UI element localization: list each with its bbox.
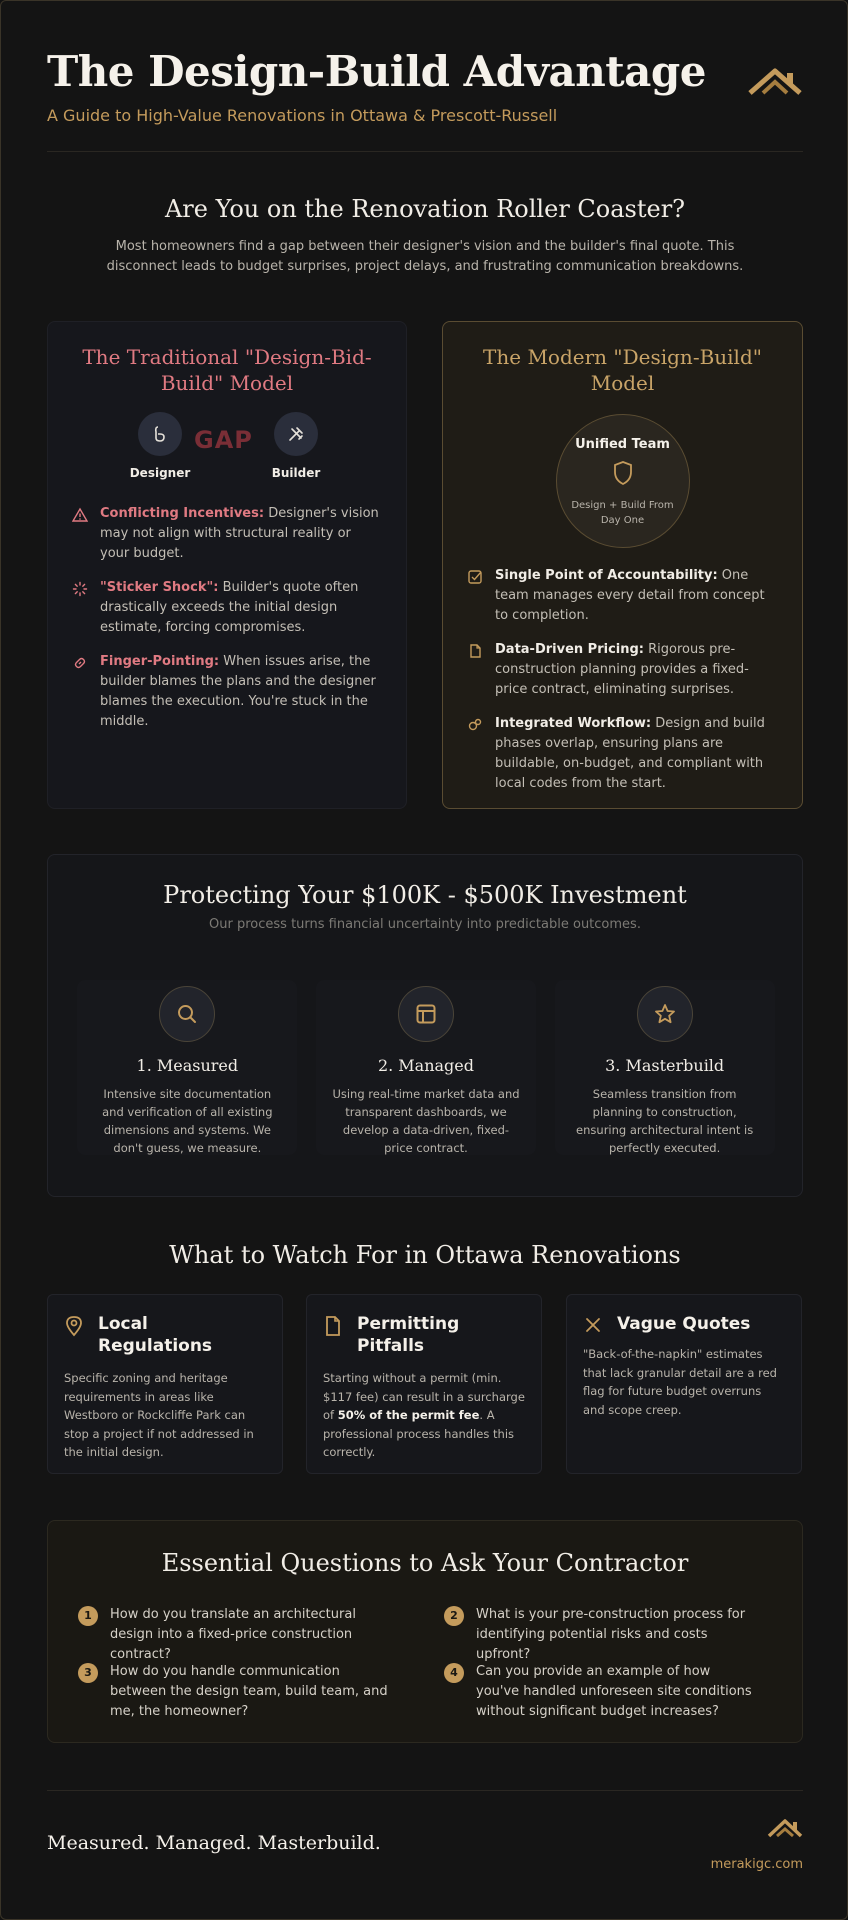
- modern-model-card: [442, 321, 803, 809]
- text-part: . A professional process handles this correctly.: [323, 1408, 515, 1459]
- item-title: Integrated Workflow:: [495, 716, 652, 731]
- investment-heading: Protecting Your $100K - $500K Investment: [163, 881, 687, 909]
- modern-title: The Modern "Design-Build" Model: [483, 345, 762, 395]
- gap-label: GAP: [194, 426, 253, 454]
- question-text: Can you provide an example of how you've handled unforeseen site conditions without significant budget increases?: [476, 1664, 752, 1719]
- designer-icon: [138, 412, 182, 456]
- question-number: 1: [78, 1606, 98, 1626]
- intro-heading: Are You on the Renovation Roller Coaster?: [164, 195, 686, 223]
- watch-title-text: Permitting Pitfalls: [357, 1314, 460, 1356]
- question-item: [78, 1605, 388, 1665]
- item-title: Conflicting Incentives:: [100, 506, 265, 521]
- text-bold: 50% of the permit fee: [337, 1408, 480, 1422]
- designer-label: Designer: [129, 466, 191, 480]
- step-title: 2. Managed: [377, 1056, 475, 1075]
- designer-role: [120, 412, 200, 480]
- item-text: Rigorous pre-construction planning provides a fixed-price contract, eliminating surprises.: [495, 642, 749, 697]
- process-steps: [48, 980, 804, 1155]
- dashboard-icon: [398, 986, 454, 1042]
- watch-title-text: Vague Quotes: [617, 1314, 751, 1334]
- step-managed: [316, 980, 536, 1155]
- watch-heading: What to Watch For in Ottawa Renovations: [169, 1241, 681, 1269]
- watch-card-regulations: [47, 1294, 283, 1474]
- text-part: Starting without a permit (min. $117 fee) can result in a surcharge of: [323, 1371, 525, 1422]
- link-icon: [72, 655, 88, 671]
- step-text: Seamless transition from planning to construction, ensuring architectural intent is perfectly executed.: [576, 1087, 754, 1155]
- traditional-model-card: [47, 321, 407, 809]
- questions-heading: Essential Questions to Ask Your Contractor: [161, 1549, 689, 1577]
- question-text: How do you translate an architectural design into a fixed-price construction contract?: [110, 1607, 356, 1662]
- search-icon: [159, 986, 215, 1042]
- step-measured: [77, 980, 297, 1155]
- investment-section: [47, 854, 803, 1197]
- watch-card-title: [64, 1313, 266, 1357]
- list-item: [467, 714, 780, 794]
- page-title: The Design-Build Advantage: [47, 47, 706, 96]
- list-item: [467, 640, 780, 700]
- question-number: 2: [444, 1606, 464, 1626]
- item-text: Design and build phases overlap, ensuring plans are buildable, on-budget, and compliant with local codes from the start.: [495, 716, 765, 791]
- item-text: When issues arise, the builder blames the plans and the designer blames the execution. You're stuck in the middle.: [100, 654, 376, 729]
- list-item: [467, 566, 780, 626]
- builder-role: [256, 412, 336, 480]
- header: [47, 47, 803, 152]
- question-item: [444, 1662, 754, 1722]
- footer-tagline: Measured. Managed. Masterbuild.: [47, 1832, 381, 1854]
- check-square-icon: [467, 569, 483, 585]
- loader-icon: [72, 581, 88, 597]
- question-number: 4: [444, 1663, 464, 1683]
- item-title: Finger-Pointing:: [100, 654, 220, 669]
- traditional-title: The Traditional "Design-Bid-Build" Model: [82, 345, 372, 395]
- builder-label: Builder: [271, 466, 321, 480]
- item-text: One team manages every detail from concept to completion.: [495, 568, 765, 623]
- item-title: Single Point of Accountability:: [495, 568, 718, 583]
- document-icon: [467, 643, 483, 659]
- question-item: [444, 1605, 754, 1665]
- workflow-icon: [467, 717, 483, 733]
- roles-row: [48, 412, 406, 492]
- step-title: 1. Measured: [136, 1056, 239, 1075]
- list-item: [72, 652, 384, 732]
- unified-desc: Design + Build From Day One: [571, 500, 674, 526]
- star-icon: [637, 986, 693, 1042]
- map-pin-icon: [64, 1315, 84, 1337]
- item-text: Designer's vision may not align with structural reality or your budget.: [100, 506, 379, 561]
- unified-team-badge: [556, 414, 690, 548]
- question-item: [78, 1662, 388, 1722]
- footer-website-link[interactable]: merakigc.com: [710, 1857, 803, 1872]
- shield-icon: [612, 460, 634, 486]
- watch-card-permitting: [306, 1294, 542, 1474]
- footer: [47, 1790, 803, 1880]
- item-title: "Sticker Shock":: [100, 580, 219, 595]
- investment-note: Our process turns financial uncertainty into predictable outcomes.: [209, 917, 641, 932]
- watch-title-text: Local Regulations: [98, 1314, 213, 1356]
- builder-tools-icon: [274, 412, 318, 456]
- page-subtitle: A Guide to High-Value Renovations in Ottawa & Prescott-Russell: [47, 106, 558, 125]
- modern-list: [443, 566, 802, 794]
- question-text: What is your pre-construction process for identifying potential risks and costs upfront?: [476, 1607, 746, 1662]
- house-roof-icon: [767, 1817, 803, 1841]
- traditional-list: [48, 504, 406, 732]
- step-title: 3. Masterbuild: [605, 1056, 725, 1075]
- unified-title: Unified Team: [575, 437, 670, 452]
- list-item: [72, 578, 384, 638]
- watch-card-text: [323, 1369, 525, 1462]
- file-icon: [323, 1315, 343, 1337]
- step-text: Intensive site documentation and verification of all existing dimensions and systems. We don't guess, we measure.: [102, 1087, 273, 1155]
- question-text: How do you handle communication between the design team, build team, and me, the homeowner?: [110, 1664, 388, 1719]
- questions-section: [47, 1520, 803, 1743]
- step-masterbuild: [555, 980, 775, 1155]
- watch-card-quotes: [566, 1294, 802, 1474]
- intro-section: [47, 195, 803, 277]
- item-title: Data-Driven Pricing:: [495, 642, 644, 657]
- watch-card-text: Specific zoning and heritage requirements in areas like Westboro or Rockcliffe Park can stop a project if not addressed in the initial design.: [64, 1371, 254, 1459]
- question-number: 3: [78, 1663, 98, 1683]
- step-text: Using real-time market data and transparent dashboards, we develop a data-driven, fixed-price contract.: [332, 1087, 520, 1155]
- list-item: [72, 504, 384, 564]
- house-roof-icon: [747, 65, 803, 101]
- close-icon: [583, 1315, 603, 1335]
- item-text: Builder's quote often drastically exceeds the initial design estimate, forcing compromises.: [100, 580, 359, 635]
- warning-triangle-icon: [72, 507, 88, 523]
- watch-card-text: "Back-of-the-napkin" estimates that lack granular detail are a red flag for future budget overruns and scope creep.: [583, 1347, 777, 1417]
- watch-card-title: [323, 1313, 525, 1357]
- intro-body: Most homeowners find a gap between their designer's vision and the builder's final quote. This disconnect leads to budget surprises, project delays, and frustrating communication breakdowns.: [106, 239, 744, 274]
- watch-card-title: [583, 1313, 785, 1335]
